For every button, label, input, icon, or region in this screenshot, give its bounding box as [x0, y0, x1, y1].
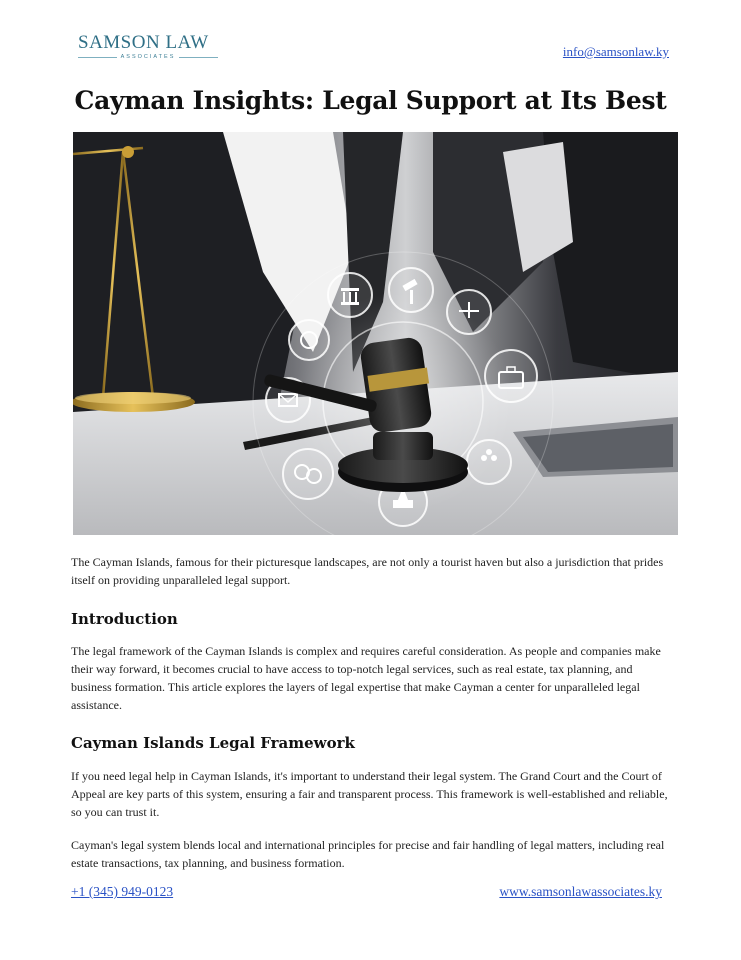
- legal-framework-paragraph-2: Cayman's legal system blends local and international principles for precise and fair handling of legal matters, including real estate transactions, tax planning, and business formation.: [71, 838, 665, 870]
- phone-link[interactable]: +1 (345) 949-0123: [71, 884, 174, 899]
- intro-paragraph: The Cayman Islands, famous for their picturesque landscapes, are not only a tourist haven but also a jurisdiction that prides itself on providing unparalleled legal support.: [71, 555, 664, 587]
- section-heading-introduction: Introduction: [71, 610, 178, 628]
- company-logo: [78, 33, 218, 60]
- logo-sub-text: ASSOCIATES: [120, 54, 176, 60]
- hero-image: [73, 132, 678, 535]
- legal-framework-paragraph-1: If you need legal help in Cayman Islands, it's important to understand their legal system. The Grand Court and the Court of Appeal are key parts of this system, ensuring a fair and transparent process. This framework is well-established and reliable, so you can trust it.: [71, 769, 668, 819]
- logo-sub-row: [78, 54, 218, 60]
- section-heading-legal-framework: Cayman Islands Legal Framework: [71, 734, 355, 752]
- website-link[interactable]: www.samsonlawassociates.ky: [499, 884, 662, 899]
- introduction-paragraph: The legal framework of the Cayman Islands is complex and requires careful consideration. As people and companies make their way forward, it becomes crucial to have access to top-notch legal services, such as real estate, tax planning, and business formation. This article explores the layers of legal expertise that make Cayman a center for unparalleled legal assistance.: [71, 644, 661, 712]
- hero-illustration: [73, 132, 678, 535]
- email-link[interactable]: info@samsonlaw.ky: [562, 44, 669, 59]
- logo-divider-right: [179, 57, 218, 58]
- logo-main-text: SAMSON LAW: [78, 32, 209, 53]
- logo-divider-left: [78, 57, 117, 58]
- page-title: Cayman Insights: Legal Support at Its Best: [74, 86, 667, 115]
